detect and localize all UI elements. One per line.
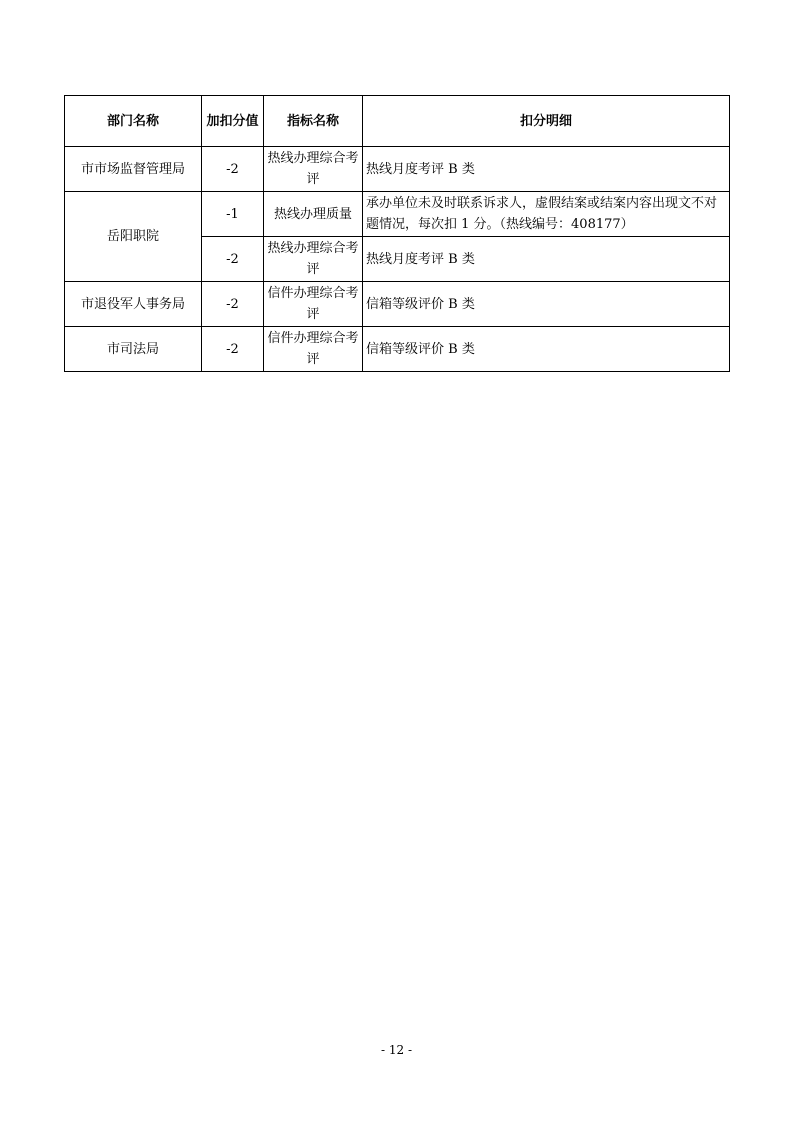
header-detail: 扣分明细 (363, 96, 730, 147)
cell-department: 市市场监督管理局 (65, 147, 202, 192)
cell-indicator: 热线办理综合考评 (264, 147, 363, 192)
cell-detail: 承办单位未及时联系诉求人，虚假结案或结案内容出现文不对题情况，每次扣 1 分。（热线编号：408177） (363, 192, 730, 237)
table-row (65, 192, 730, 237)
cell-indicator: 信件办理综合考评 (264, 327, 363, 372)
cell-indicator: 热线办理综合考评 (264, 237, 363, 282)
cell-detail: 热线月度考评 B 类 (363, 237, 730, 282)
cell-detail: 信箱等级评价 B 类 (363, 282, 730, 327)
cell-detail: 信箱等级评价 B 类 (363, 327, 730, 372)
header-indicator: 指标名称 (264, 96, 363, 147)
cell-department: 市退役军人事务局 (65, 282, 202, 327)
deduction-table (64, 95, 730, 372)
cell-score: -2 (202, 237, 264, 282)
cell-score: -2 (202, 282, 264, 327)
page-number: - 12 - (380, 1043, 412, 1057)
cell-score: -1 (202, 192, 264, 237)
table-row (65, 282, 730, 327)
cell-indicator: 热线办理质量 (264, 192, 363, 237)
cell-department: 岳阳职院 (65, 192, 202, 282)
cell-department: 市司法局 (65, 327, 202, 372)
table-row (65, 327, 730, 372)
cell-score: -2 (202, 147, 264, 192)
header-score: 加扣分值 (202, 96, 264, 147)
header-department: 部门名称 (65, 96, 202, 147)
cell-score: -2 (202, 327, 264, 372)
cell-indicator: 信件办理综合考评 (264, 282, 363, 327)
table-header-row (65, 96, 730, 147)
table-row (65, 147, 730, 192)
cell-detail: 热线月度考评 B 类 (363, 147, 730, 192)
